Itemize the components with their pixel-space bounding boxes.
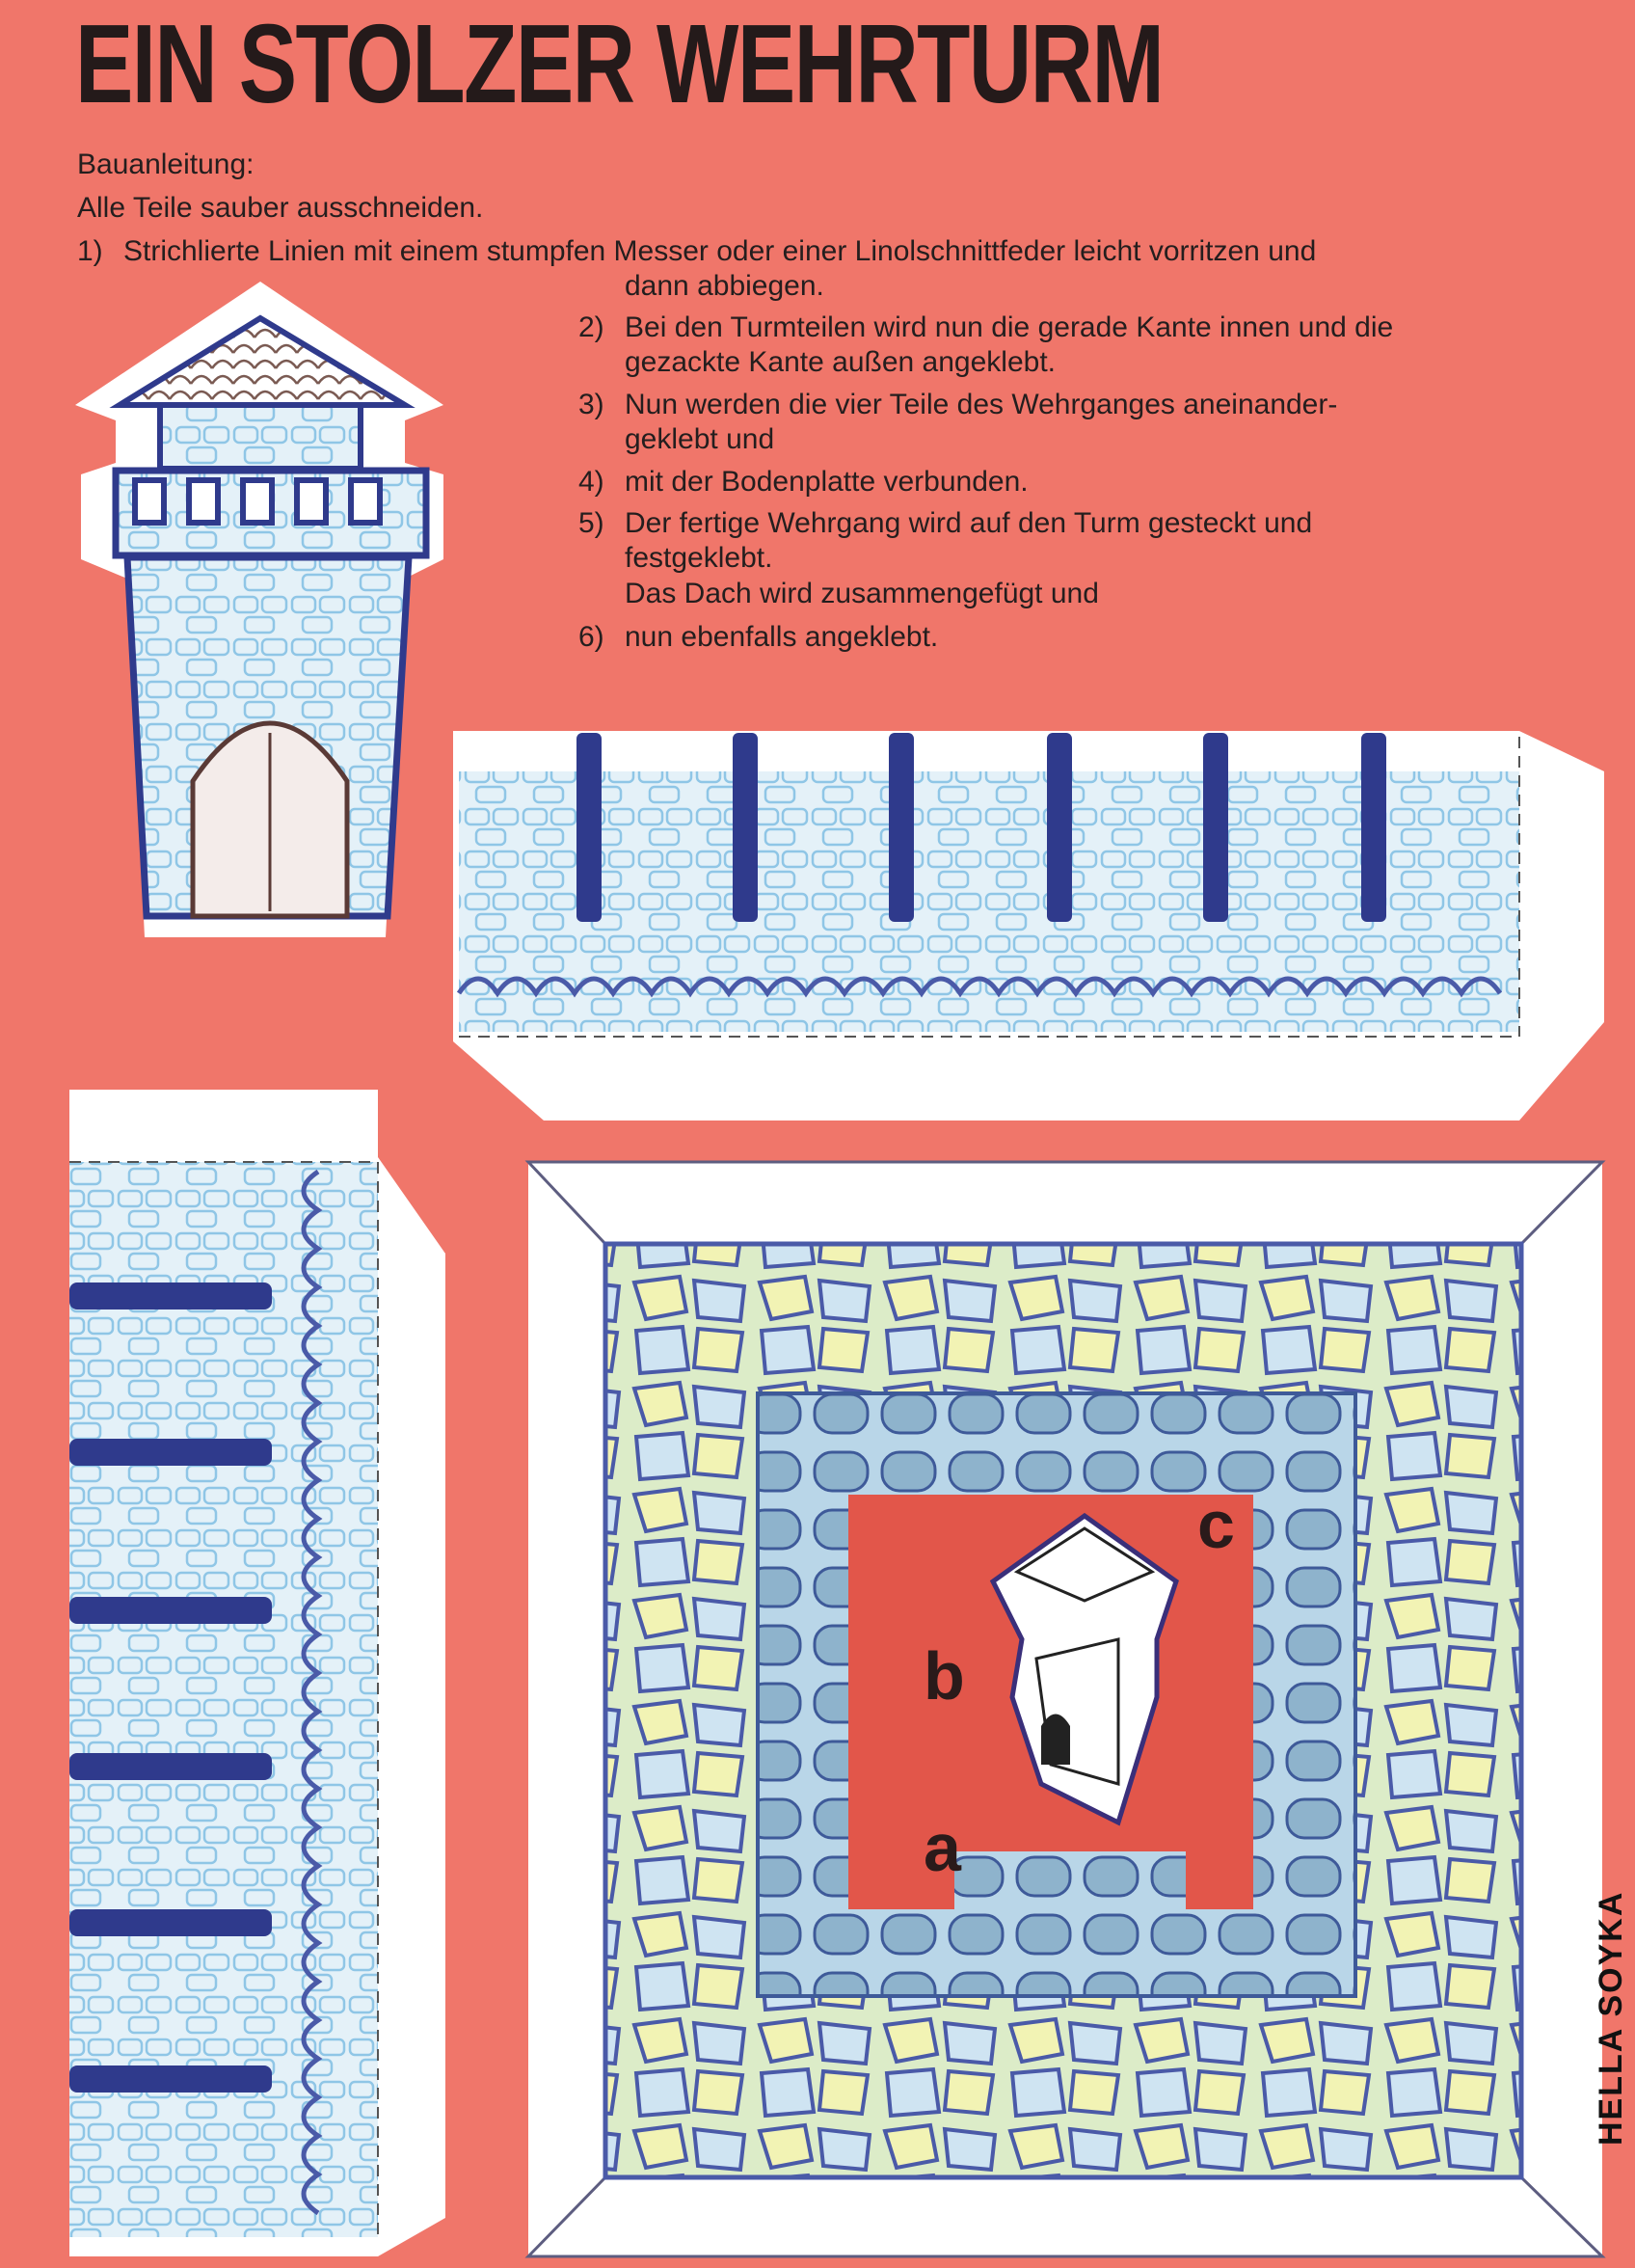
tower-front-cutout [75, 282, 443, 937]
step-5: 5) Der fertige Wehrgang wird auf den Turm gesteckt und [578, 507, 1313, 539]
artist-signature: HELLA SOYKA [1593, 1890, 1629, 2146]
step-1-cont: dann abbiegen. [625, 270, 824, 302]
diagram-label-c: c [1197, 1487, 1235, 1562]
page-title: EIN STOLZER WEHRTURM [75, 1, 1164, 126]
battlement-strip-top [453, 731, 1604, 1120]
step-5-cont: festgeklebt. [625, 542, 773, 574]
instructions-heading: Bauanleitung: [77, 148, 255, 180]
step-3: 3) Nun werden die vier Teile des Wehrganges aneinander- [578, 389, 1338, 420]
diagram-label-a: a [924, 1810, 961, 1885]
battlement-strip-left [69, 1090, 445, 2256]
step-2: 2) Bei den Turmteilen wird nun die gerade Kante innen und die [578, 311, 1394, 343]
diagram-label-b: b [924, 1638, 965, 1714]
step-5-cont2: Das Dach wird zusammengefügt und [625, 578, 1099, 609]
step-2-cont: gezackte Kante außen angeklebt. [625, 346, 1056, 378]
step-6: 6) nun ebenfalls angeklebt. [578, 621, 939, 653]
base-plate [528, 1162, 1602, 2256]
step-4: 4) mit der Bodenplatte verbunden. [578, 466, 1029, 498]
instructions-intro: Alle Teile sauber ausschneiden. [77, 192, 484, 224]
step-1: 1) Strichlierte Linien mit einem stumpfen Messer oder einer Linolschnittfeder leicht vorritzen und [77, 235, 1317, 267]
step-3-cont: geklebt und [625, 423, 775, 455]
